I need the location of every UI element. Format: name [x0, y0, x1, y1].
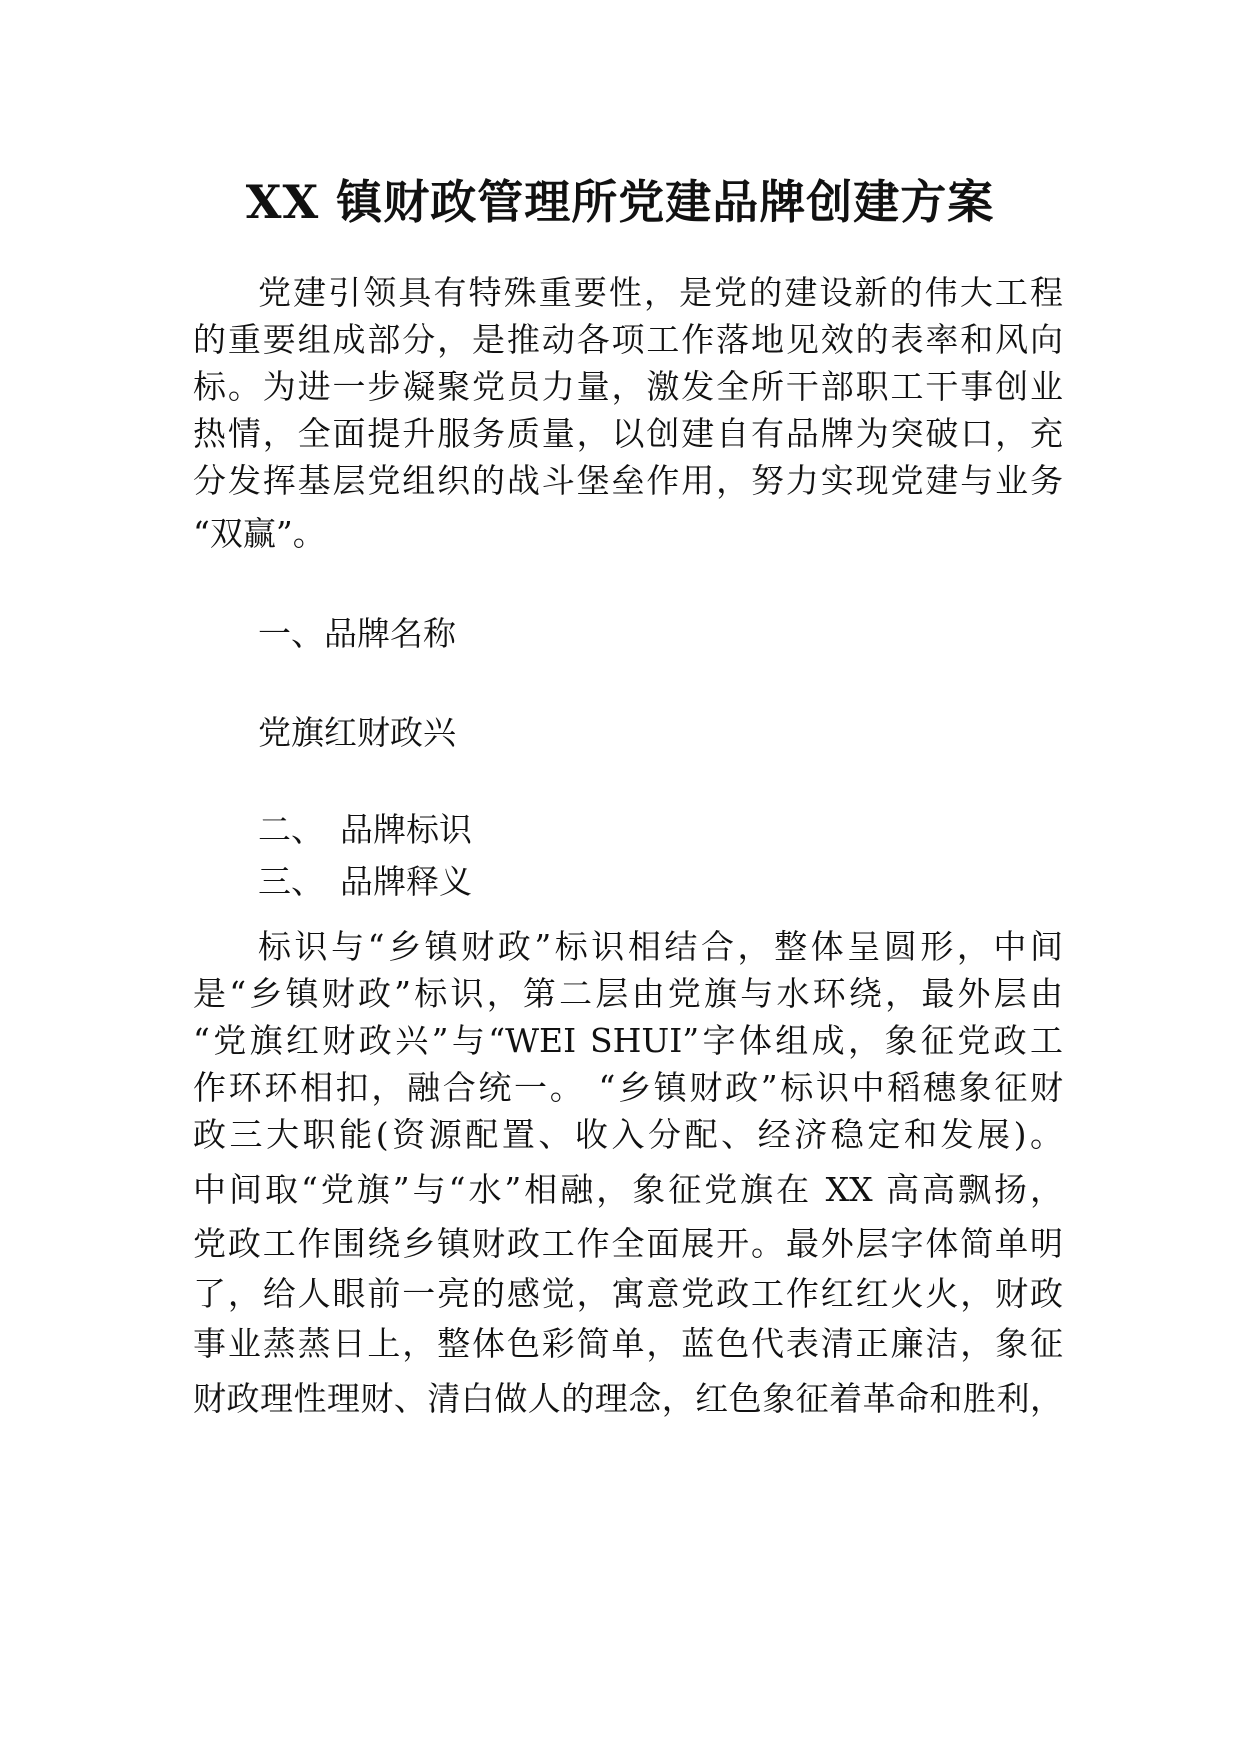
body-line: 是“乡镇财政”标识，第二层由党旗与水环绕，最外层由	[193, 974, 1063, 1013]
body-line: 了，给人眼前一亮的感觉，寓意党政工作红红火火，财政	[193, 1274, 1063, 1313]
body-line: “党旗红财政兴”与“WEI SHUI”字体组成，象征党政工	[193, 1021, 1063, 1060]
section-label: 品牌释义	[340, 862, 472, 901]
body-line: 标识与“乡镇财政”标识相结合，整体呈圆形，中间	[258, 927, 1063, 966]
intro-line: 热情，全面提升服务质量，以创建自有品牌为突破口，充	[193, 414, 1063, 453]
section-heading-brand-logo	[258, 808, 472, 852]
body-line: 财政理性理财、清白做人的理念，红色象征着革命和胜利，	[193, 1379, 1063, 1418]
section-label: 品牌标识	[340, 810, 472, 849]
body-line: 中间取“党旗”与“水”相融，象征党旗在 XX 高高飘扬，	[193, 1170, 1063, 1209]
body-line: 政三大职能(资源配置、收入分配、经济稳定和发展)。	[193, 1115, 1063, 1154]
intro-line: 分发挥基层党组织的战斗堡垒作用，努力实现党建与业务	[193, 461, 1063, 500]
section-number: 三、	[258, 862, 324, 901]
intro-line: 党建引领具有特殊重要性，是党的建设新的伟大工程	[258, 273, 1063, 312]
body-line: 作环环相扣，融合统一。 “乡镇财政”标识中稻穗象征财	[193, 1068, 1063, 1107]
intro-line: “双赢”。	[193, 514, 326, 553]
intro-line: 的重要组成部分，是推动各项工作落地见效的表率和风向	[193, 320, 1063, 359]
intro-line: 标。为进一步凝聚党员力量，激发全所干部职工干事创业	[193, 367, 1063, 406]
document-title: XX 镇财政管理所党建品牌创建方案	[245, 175, 995, 229]
section-heading-brand-name: 一、品牌名称	[258, 614, 456, 653]
brand-name-text: 党旗红财政兴	[258, 713, 456, 752]
body-line: 党政工作围绕乡镇财政工作全面展开。最外层字体简单明	[193, 1224, 1063, 1263]
section-heading-brand-meaning	[258, 860, 472, 904]
body-line: 事业蒸蒸日上，整体色彩简单，蓝色代表清正廉洁，象征	[193, 1324, 1063, 1363]
section-number: 二、	[258, 810, 324, 849]
